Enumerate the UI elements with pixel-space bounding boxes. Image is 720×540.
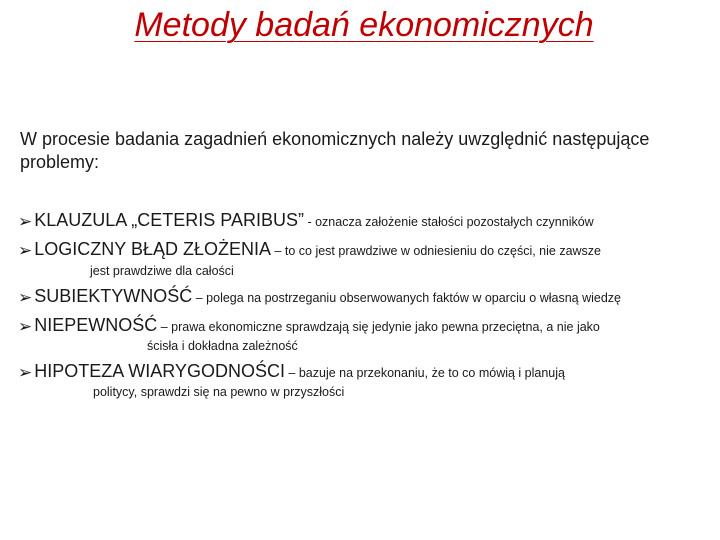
bullet-description: – prawa ekonomiczne sprawdzają się jedynie jako pewna przeciętna, a nie jako: [157, 320, 600, 334]
arrowhead-bullet-icon: ➢: [18, 363, 33, 382]
arrowhead-bullet-icon: ➢: [18, 317, 33, 336]
arrowhead-bullet-icon: ➢: [18, 288, 33, 307]
bullet-continuation: jest prawdziwe dla całości: [90, 264, 234, 278]
bullet-description: – polega na postrzeganiu obserwowanych faktów w oparciu o własną wiedzę: [192, 291, 622, 305]
bullet-item: [18, 314, 600, 338]
bullet-continuation: politycy, sprawdzi się na pewno w przyszłości: [93, 385, 345, 399]
bullet-term: SUBIEKTYWNOŚĆ: [34, 286, 193, 306]
bullet-description: - oznacza założenie stałości pozostałych czynników: [303, 215, 594, 229]
bullet-term: LOGICZNY BŁĄD ZŁOŻENIA: [34, 239, 271, 259]
arrowhead-bullet-icon: ➢: [18, 241, 33, 260]
bullet-term: NIEPEWNOŚĆ: [34, 315, 158, 335]
bullet-description: – to co jest prawdziwe w odniesieniu do części, nie zawsze: [270, 244, 602, 258]
arrowhead-bullet-icon: ➢: [18, 212, 33, 231]
bullet-item: [18, 238, 601, 262]
bullet-item: [18, 360, 565, 384]
intro-text: W procesie badania zagadnień ekonomicznych należy uwzględnić następujące problemy:: [20, 129, 650, 172]
slide-title: Metody badań ekonomicznych: [134, 6, 594, 44]
bullet-item: [18, 285, 621, 309]
bullet-continuation: ścisła i dokładna zależność: [147, 339, 298, 353]
bullet-item: [18, 209, 594, 233]
bullet-term: KLAUZULA „CETERIS PARIBUS”: [34, 210, 304, 230]
bullet-term: HIPOTEZA WIARYGODNOŚCI: [34, 361, 285, 381]
bullet-description: – bazuje na przekonaniu, że to co mówią i planują: [284, 366, 565, 380]
